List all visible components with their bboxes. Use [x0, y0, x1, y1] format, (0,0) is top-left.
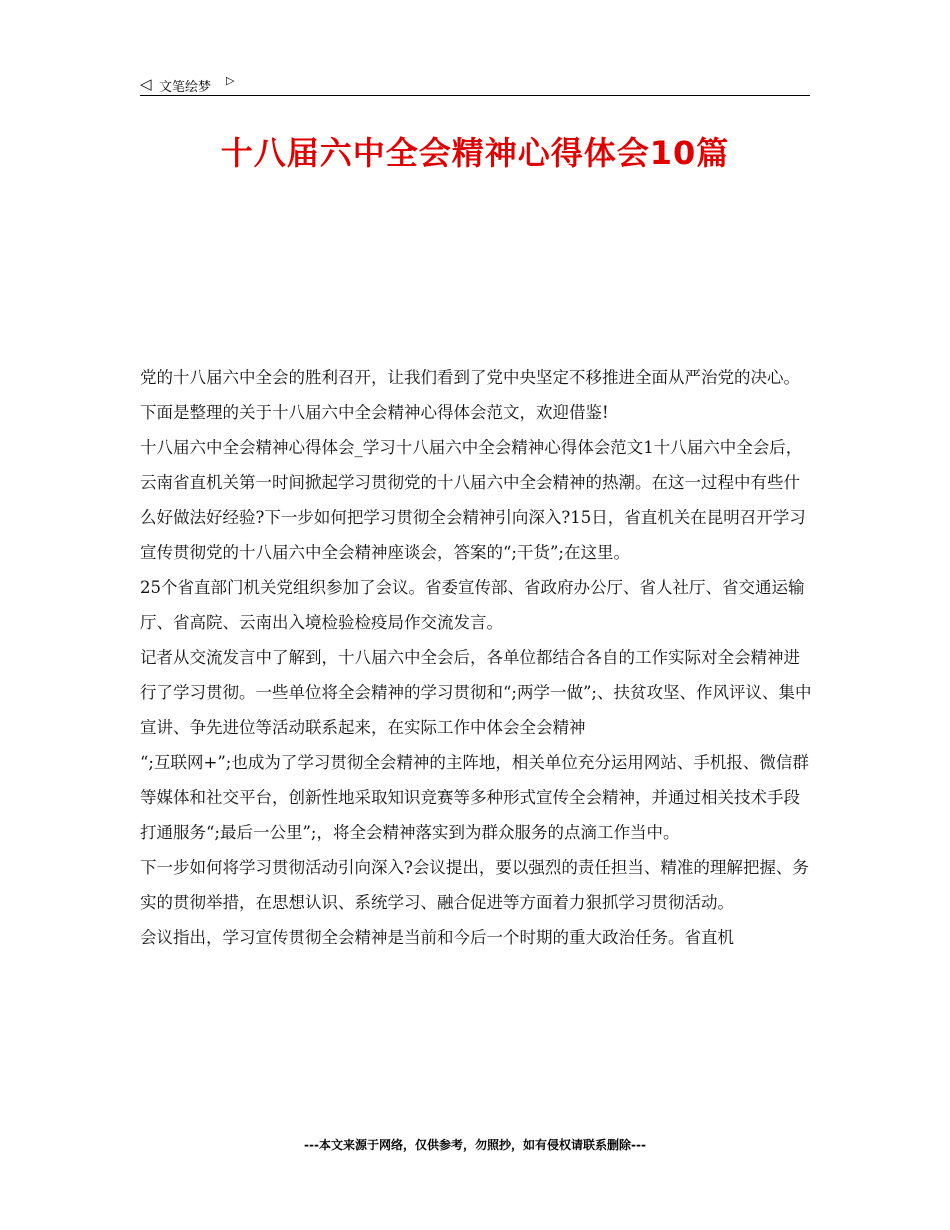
footer-disclaimer: ---本文来源于网络，仅供参考，勿照抄，如有侵权请联系删除---: [304, 1138, 646, 1152]
paragraph-6: 会议指出，学习宣传贯彻全会精神是当前和今后一个时期的重大政治任务。省直机: [140, 928, 734, 947]
document-body: [140, 360, 816, 955]
paragraph-1: 十八届六中全会精神心得体会_学习十八届六中全会精神心得体会范文1十八届六中全会后，云南省直机关第一时间掀起学习贯彻党的十八届六中全会精神的热潮。在这一过程中有些什么好做法好经验?下一步如何把学习贯彻全会精神引向深入?15日，省直机关在昆明召开学习宣传贯彻党的十八届六中全会精神座谈会，答案的“;干货”;在这里。: [140, 438, 806, 562]
paragraph-4: “;互联网+”;也成为了学习贯彻全会精神的主阵地，相关单位充分运用网站、手机报、微信群等媒体和社交平台，创新性地采取知识竞赛等多种形式宣传全会精神，并通过相关技术手段打通服务“;最后一公里”;，将全会精神落实到为群众服务的点滴工作当中。: [140, 753, 809, 842]
paragraph-2: 25个省直部门机关党组织参加了会议。省委宣传部、省政府办公厅、省人社厅、省交通运输厅、省高院、云南出入境检验检疫局作交流发言。: [140, 578, 805, 632]
header-brand: 文笔绘梦: [159, 80, 212, 95]
document-header: [140, 73, 810, 96]
right-triangle-icon: ▷: [226, 74, 235, 87]
left-triangle-icon: ◁: [140, 75, 152, 93]
paragraph-3: 记者从交流发言中了解到，十八届六中全会后，各单位都结合各自的工作实际对全会精神进行了学习贯彻。一些单位将全会精神的学习贯彻和“;两学一做”;、扶贫攻坚、作风评议、集中宣讲、争先进位等活动联系起来，在实际工作中体会全会精神: [140, 648, 812, 737]
document-title: 十八届六中全会精神心得体会10篇: [220, 134, 730, 172]
paragraph-5: 下一步如何将学习贯彻活动引向深入?会议提出，要以强烈的责任担当、精准的理解把握、务实的贯彻举措，在思想认识、系统学习、融合促进等方面着力狠抓学习贯彻活动。: [140, 858, 809, 912]
paragraph-intro: 党的十八届六中全会的胜利召开，让我们看到了党中央坚定不移推进全面从严治党的决心。下面是整理的关于十八届六中全会精神心得体会范文，欢迎借鉴!: [140, 368, 800, 422]
